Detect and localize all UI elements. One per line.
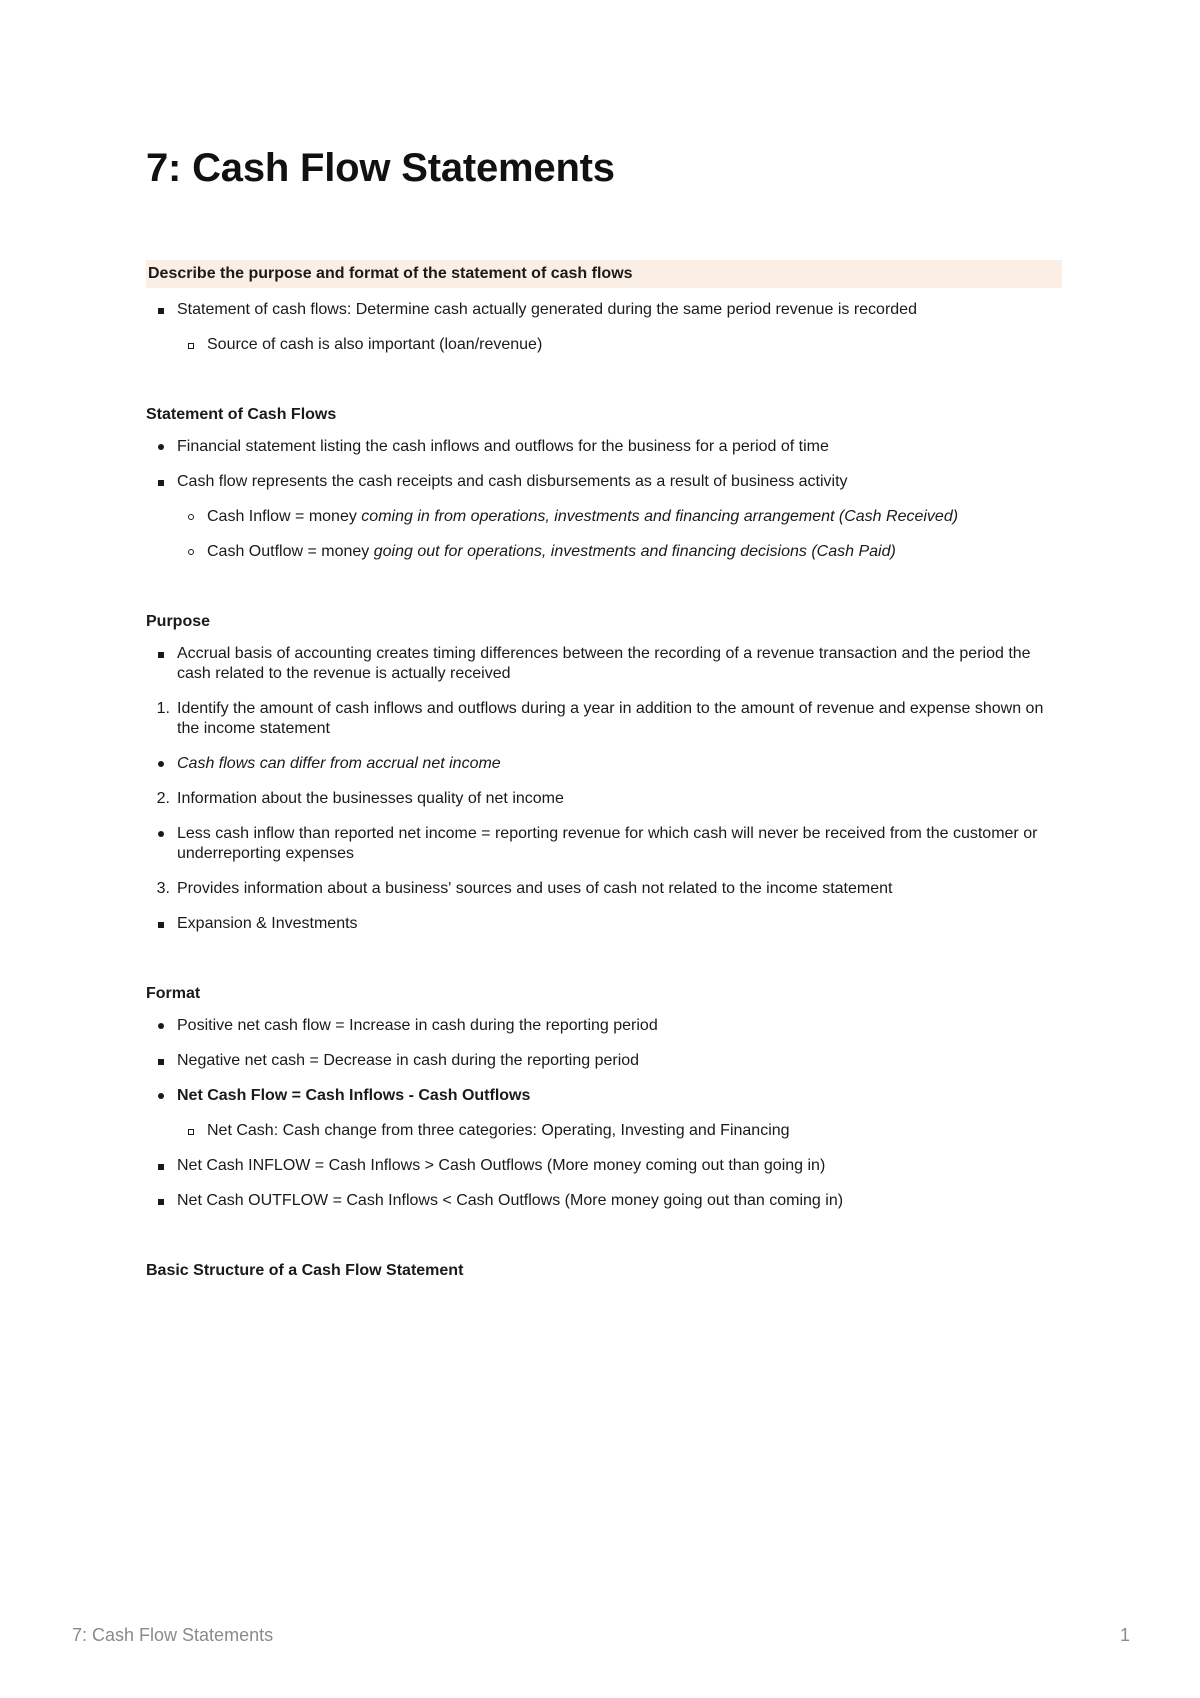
- list-item: [146, 300, 1062, 320]
- list-item: [146, 1051, 1062, 1071]
- list-item-text: Net Cash Flow = Cash Inflows - Cash Outflows: [177, 1087, 531, 1104]
- page-number: 1: [1119, 1625, 1130, 1645]
- list-item-text: Net Cash: Cash change from three categories: Operating, Investing and Financing: [207, 1122, 790, 1139]
- list-item-text: Cash flow represents the cash receipts and cash disbursements as a result of business activity: [177, 473, 848, 490]
- list-item-text: Net Cash INFLOW = Cash Inflows > Cash Outflows (More money coming out than going in): [177, 1157, 826, 1174]
- hollow-square-bullet-icon: [188, 343, 194, 349]
- list-item-text: Financial statement listing the cash inflows and outflows for the business for a period of time: [177, 438, 829, 455]
- list-item: [146, 644, 1062, 684]
- list-item-text: Statement of cash flows: Determine cash actually generated during the same period revenue is recorded: [177, 301, 917, 318]
- list-item: [146, 472, 1062, 492]
- list-item: [146, 507, 1062, 527]
- list-item-text: Negative net cash = Decrease in cash during the reporting period: [177, 1052, 640, 1069]
- list-item: [146, 1016, 1062, 1036]
- list-number: 3.: [156, 880, 170, 897]
- list-item-text: Net Cash OUTFLOW = Cash Inflows < Cash Outflows (More money going out than coming in): [177, 1192, 844, 1209]
- page-title: 7: Cash Flow Statements: [146, 146, 615, 190]
- footer-document-title: 7: Cash Flow Statements: [72, 1625, 274, 1645]
- list-item-text: Cash Inflow = money: [207, 508, 362, 525]
- hollow-square-bullet-icon: [188, 1129, 194, 1135]
- square-bullet-icon: [158, 922, 164, 928]
- square-bullet-icon: [158, 1164, 164, 1170]
- list-item-emphasis: going out for operations, investments and financing decisions (Cash Paid): [373, 543, 896, 560]
- list-item-text: Information about the businesses quality of net income: [177, 790, 564, 807]
- list-item-text: Cash flows can differ from accrual net income: [177, 755, 501, 772]
- disc-bullet-icon: [158, 1093, 164, 1099]
- section-heading-basic-structure: Basic Structure of a Cash Flow Statement: [146, 1262, 464, 1279]
- list-item-text: Less cash inflow than reported net income = reporting revenue for which cash will never be received from the customer or underreporting expenses: [177, 825, 1038, 862]
- square-bullet-icon: [158, 1059, 164, 1065]
- circle-bullet-icon: [188, 549, 194, 555]
- numbered-item: [146, 879, 1062, 899]
- list-item: [146, 542, 1062, 562]
- list-item-text: Expansion & Investments: [177, 915, 358, 932]
- square-bullet-icon: [158, 480, 164, 486]
- section-heading-purpose: Purpose: [146, 613, 211, 630]
- disc-bullet-icon: [158, 761, 164, 767]
- list-item: [146, 1086, 1062, 1106]
- section-heading-statement: Statement of Cash Flows: [146, 406, 337, 423]
- numbered-item: [146, 699, 1062, 739]
- list-item: [146, 335, 1062, 355]
- list-item-text: Source of cash is also important (loan/revenue): [207, 336, 543, 353]
- list-item: [146, 824, 1062, 864]
- callout-heading: Describe the purpose and format of the statement of cash flows: [146, 260, 1062, 288]
- list-item-text: Cash Outflow = money: [207, 543, 374, 560]
- disc-bullet-icon: [158, 1023, 164, 1029]
- numbered-item: [146, 789, 1062, 809]
- list-item-text: Positive net cash flow = Increase in cash during the reporting period: [177, 1017, 658, 1034]
- circle-bullet-icon: [188, 514, 194, 520]
- list-item: [146, 1121, 1062, 1141]
- list-item: [146, 914, 1062, 934]
- list-item-emphasis: coming in from operations, investments and financing arrangement (Cash Received): [361, 508, 959, 525]
- list-number: 2.: [156, 790, 170, 807]
- list-item: [146, 1191, 1062, 1211]
- document-body: [146, 260, 1062, 1281]
- list-item: [146, 437, 1062, 457]
- list-item-text: Provides information about a business' sources and uses of cash not related to the income statement: [177, 880, 893, 897]
- square-bullet-icon: [158, 308, 164, 314]
- list-item: [146, 1156, 1062, 1176]
- list-item: [146, 754, 1062, 774]
- disc-bullet-icon: [158, 831, 164, 837]
- list-number: 1.: [156, 700, 170, 717]
- list-item-text: Identify the amount of cash inflows and outflows during a year in addition to the amount of revenue and expense shown on the income statement: [177, 700, 1044, 737]
- square-bullet-icon: [158, 652, 164, 658]
- square-bullet-icon: [158, 1199, 164, 1205]
- disc-bullet-icon: [158, 444, 164, 450]
- section-heading-format: Format: [146, 985, 201, 1002]
- list-item-text: Accrual basis of accounting creates timing differences between the recording of a revenue transaction and the period the cash related to the revenue is actually received: [177, 645, 1031, 682]
